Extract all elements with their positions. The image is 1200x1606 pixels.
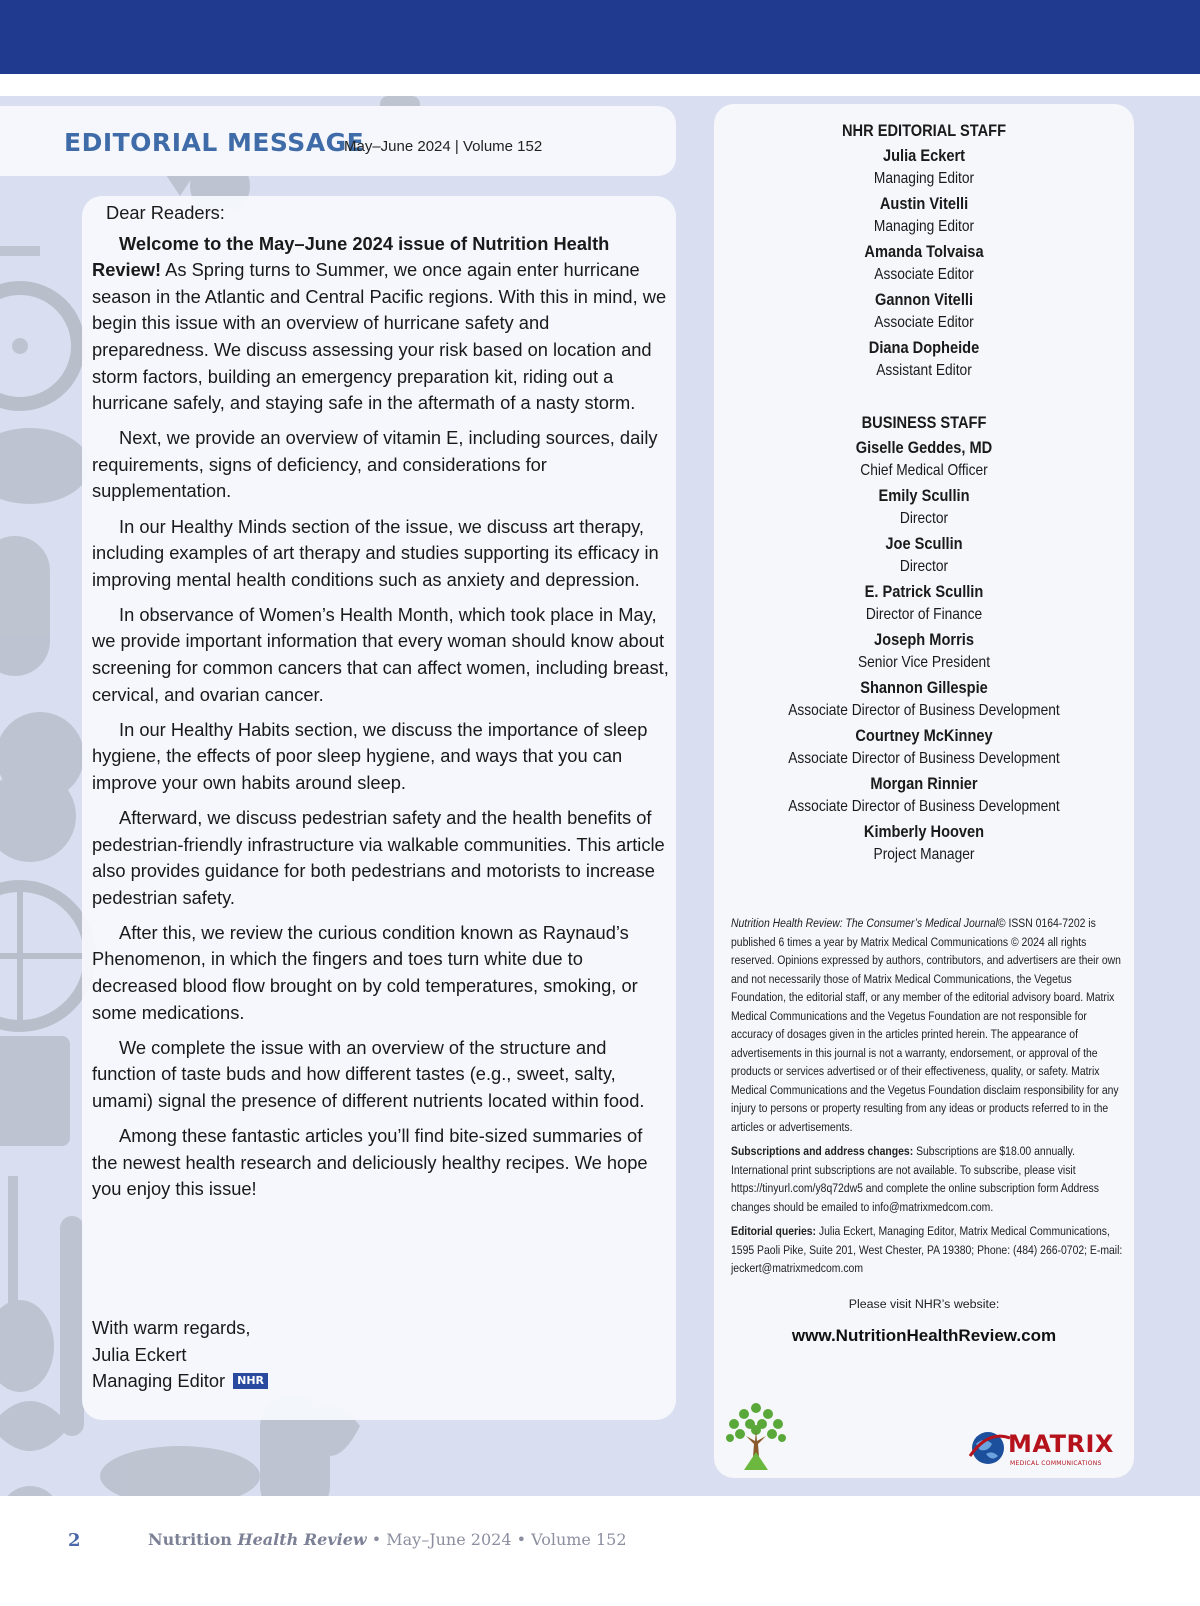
letter-paragraph-2: Next, we provide an overview of vitamin E, including sources, daily requirements, signs of deficiency, and considerations for supplementation. xyxy=(92,427,658,502)
letter-closing: With warm regards, xyxy=(92,1317,251,1338)
staff-role: Associate Director of Business Development xyxy=(788,702,1060,719)
journal-name: Nutrition Health Review: The Consumer’s Medical Journal xyxy=(731,916,998,930)
website-link[interactable]: www.NutritionHealthReview.com xyxy=(791,1326,1057,1345)
staff-name: E. Patrick Scullin xyxy=(864,582,984,601)
staff-name: Kimberly Hooven xyxy=(863,822,985,841)
staff-name: Julia Eckert xyxy=(882,146,966,165)
letter-greeting: Dear Readers: xyxy=(106,202,225,223)
footer-publication xyxy=(148,1530,627,1560)
letter-paragraph-1 xyxy=(92,231,670,417)
copyright-text: © ISSN 0164-7202 is published 6 times a year by Matrix Medical Communications © 2024 all rights reserved. Opinions expressed by authors, contributors, and advertisers are their own and not necessarily those of Matrix Medical Communications, the Vegetus Foundation, the editorial staff, or any member of the editorial advisory board. Matrix Medical Communications and the Vegetus Foundation are not responsible for accuracy of dosages given in the articles printed herein. The appearance of advertisements in this journal is not a warranty, endorsement, or approval of the products or services advertised or of their effectiveness, quality, or safety. Matrix Medical Communications and the Vegetus Foundation disclaim responsibility for any injury to persons or property resulting from any ideas or products referred to in the articles or advertisements. xyxy=(731,916,1121,1134)
publication-fineprint xyxy=(731,914,1122,1284)
visit-website-prompt: Please visit NHR’s website: xyxy=(848,1297,1000,1311)
staff-person xyxy=(714,144,1134,190)
footer-issue: • May–June 2024 • Volume 152 xyxy=(366,1530,627,1549)
page-number: 2 xyxy=(68,1530,81,1551)
editorial-letter xyxy=(92,200,670,1211)
editorial-staff-heading: NHR EDITORIAL STAFF xyxy=(841,121,1007,140)
staff-role: Project Manager xyxy=(873,846,975,863)
staff-person xyxy=(714,192,1134,238)
subscriptions-text: Subscriptions are $18.00 annually. International print subscriptions are not available. To subscribe, please visit https://tinyurl.com/y8q72dw5 and complete the online subscription form Address changes should be emailed to info@matrixmedcom.com. xyxy=(731,1144,1099,1214)
staff-role: Chief Medical Officer xyxy=(860,462,988,479)
spacer xyxy=(714,384,1134,410)
staff-role: Managing Editor xyxy=(873,170,975,187)
staff-role: Associate Director of Business Development xyxy=(788,798,1060,815)
letter-paragraph-9: Among these fantastic articles you’ll find bite-sized summaries of the newest health research and deliciously healthy recipes. We hope you enjoy this issue! xyxy=(92,1125,648,1200)
queries-text: Julia Eckert, Managing Editor, Matrix Medical Communications, 1595 Paoli Pike, Suite 201, West Chester, PA 19380; Phone: (484) 266-0702; E-mail: jeckert@matrixmedcom.com xyxy=(731,1224,1123,1275)
matrix-logo-subtitle: MEDICAL COMMUNICATIONS xyxy=(1010,1460,1102,1467)
vegetus-tree-logo xyxy=(724,1400,788,1474)
staff-role: Senior Vice President xyxy=(857,654,991,671)
staff-person xyxy=(714,676,1134,722)
staff-person xyxy=(714,724,1134,770)
staff-name: Joe Scullin xyxy=(885,534,963,553)
editorial-issue-info: May–June 2024 | Volume 152 xyxy=(344,138,543,155)
subscriptions-notice xyxy=(731,1142,1122,1216)
staff-person xyxy=(714,532,1134,578)
queries-notice xyxy=(731,1222,1122,1278)
staff-name: Shannon Gillespie xyxy=(860,678,988,697)
staff-role: Associate Editor xyxy=(874,314,974,331)
subscriptions-label: Subscriptions and address changes: xyxy=(731,1144,914,1158)
nhr-badge: NHR xyxy=(233,1373,268,1389)
signer-title-line xyxy=(92,1368,268,1395)
letter-signature xyxy=(92,1315,268,1395)
staff-person xyxy=(714,628,1134,674)
footer-pub-name-italic: Health Review xyxy=(237,1530,367,1549)
letter-paragraph-5: In our Healthy Habits section, we discuss the importance of sleep hygiene, the effects of poor sleep hygiene, and ways that you can improve your own habits around sleep. xyxy=(92,718,648,793)
letter-paragraph-4: In observance of Women’s Health Month, which took place in May, we provide important information that every woman should know about screening for common cancers that can affect women, including breast, cervical, and ovarian cancer. xyxy=(92,603,669,705)
staff-name: Gannon Vitelli xyxy=(874,290,974,309)
staff-person xyxy=(714,336,1134,382)
top-color-bar xyxy=(0,0,1200,74)
footer-pub-name: Nutrition xyxy=(148,1530,238,1549)
staff-role: Director xyxy=(899,510,949,527)
staff-role: Managing Editor xyxy=(873,218,975,235)
staff-list xyxy=(714,118,1134,868)
letter-paragraph-3: In our Healthy Minds section of the issue, we discuss art therapy, including examples of art therapy and studies supporting its efficacy in improving mental health conditions such as anxiety and depression. xyxy=(92,515,659,590)
staff-person xyxy=(714,436,1134,482)
signer-title: Managing Editor xyxy=(92,1370,226,1392)
staff-person xyxy=(714,580,1134,626)
staff-person xyxy=(714,240,1134,286)
staff-role: Associate Director of Business Development xyxy=(788,750,1060,767)
staff-person xyxy=(714,820,1134,866)
staff-name: Austin Vitelli xyxy=(879,194,969,213)
staff-name: Amanda Tolvaisa xyxy=(864,242,984,261)
letter-paragraph-8: We complete the issue with an overview of the structure and function of taste buds and how different tastes (e.g., sweet, salty, umami) signal the presence of different nutrients located within food. xyxy=(92,1036,645,1111)
letter-paragraph-6: Afterward, we discuss pedestrian safety and the health benefits of pedestrian-friendly infrastructure via walkable communities. This article also provides guidance for both pedestrians and motorists to increase pedestrian safety. xyxy=(92,806,665,908)
letter-lead: Welcome to the May–June 2024 issue of Nutrition Health Review! xyxy=(92,232,610,281)
business-staff-heading: BUSINESS STAFF xyxy=(861,413,987,432)
staff-name: Courtney McKinney xyxy=(855,726,993,745)
staff-name: Diana Dopheide xyxy=(868,338,980,357)
copyright-notice xyxy=(731,914,1122,1136)
staff-name: Morgan Rinnier xyxy=(870,774,978,793)
staff-person xyxy=(714,288,1134,334)
letter-paragraph-1-text: As Spring turns to Summer, we once again enter hurricane season in the Atlantic and Central Pacific regions. With this in mind, we begin this issue with an overview of hurricane safety and preparedness. We discuss assessing your risk based on location and storm factors, building an emergency preparation kit, riding out a hurricane safely, and staying safe in the aftermath of a nasty storm. xyxy=(92,259,667,414)
letter-paragraph-7: After this, we review the curious condition known as Raynaud’s Phenomenon, in which the fingers and toes turn white due to decreased blood flow brought on by cold temperatures, smoking, or some medications. xyxy=(92,921,638,1023)
staff-role: Assistant Editor xyxy=(876,362,972,379)
staff-person xyxy=(714,484,1134,530)
signer-name: Julia Eckert xyxy=(92,1343,187,1365)
matrix-logo-text: MATRIX xyxy=(1008,1430,1114,1458)
staff-name: Emily Scullin xyxy=(878,486,970,505)
staff-role: Director xyxy=(899,558,949,575)
staff-name: Giselle Geddes, MD xyxy=(855,438,993,457)
staff-person xyxy=(714,772,1134,818)
queries-label: Editorial queries: xyxy=(731,1224,817,1238)
staff-name: Joseph Morris xyxy=(874,630,974,649)
staff-role: Director of Finance xyxy=(865,606,983,623)
staff-role: Associate Editor xyxy=(874,266,974,283)
editorial-header xyxy=(0,106,676,176)
editorial-title: EDITORIAL MESSAGE xyxy=(64,128,365,157)
